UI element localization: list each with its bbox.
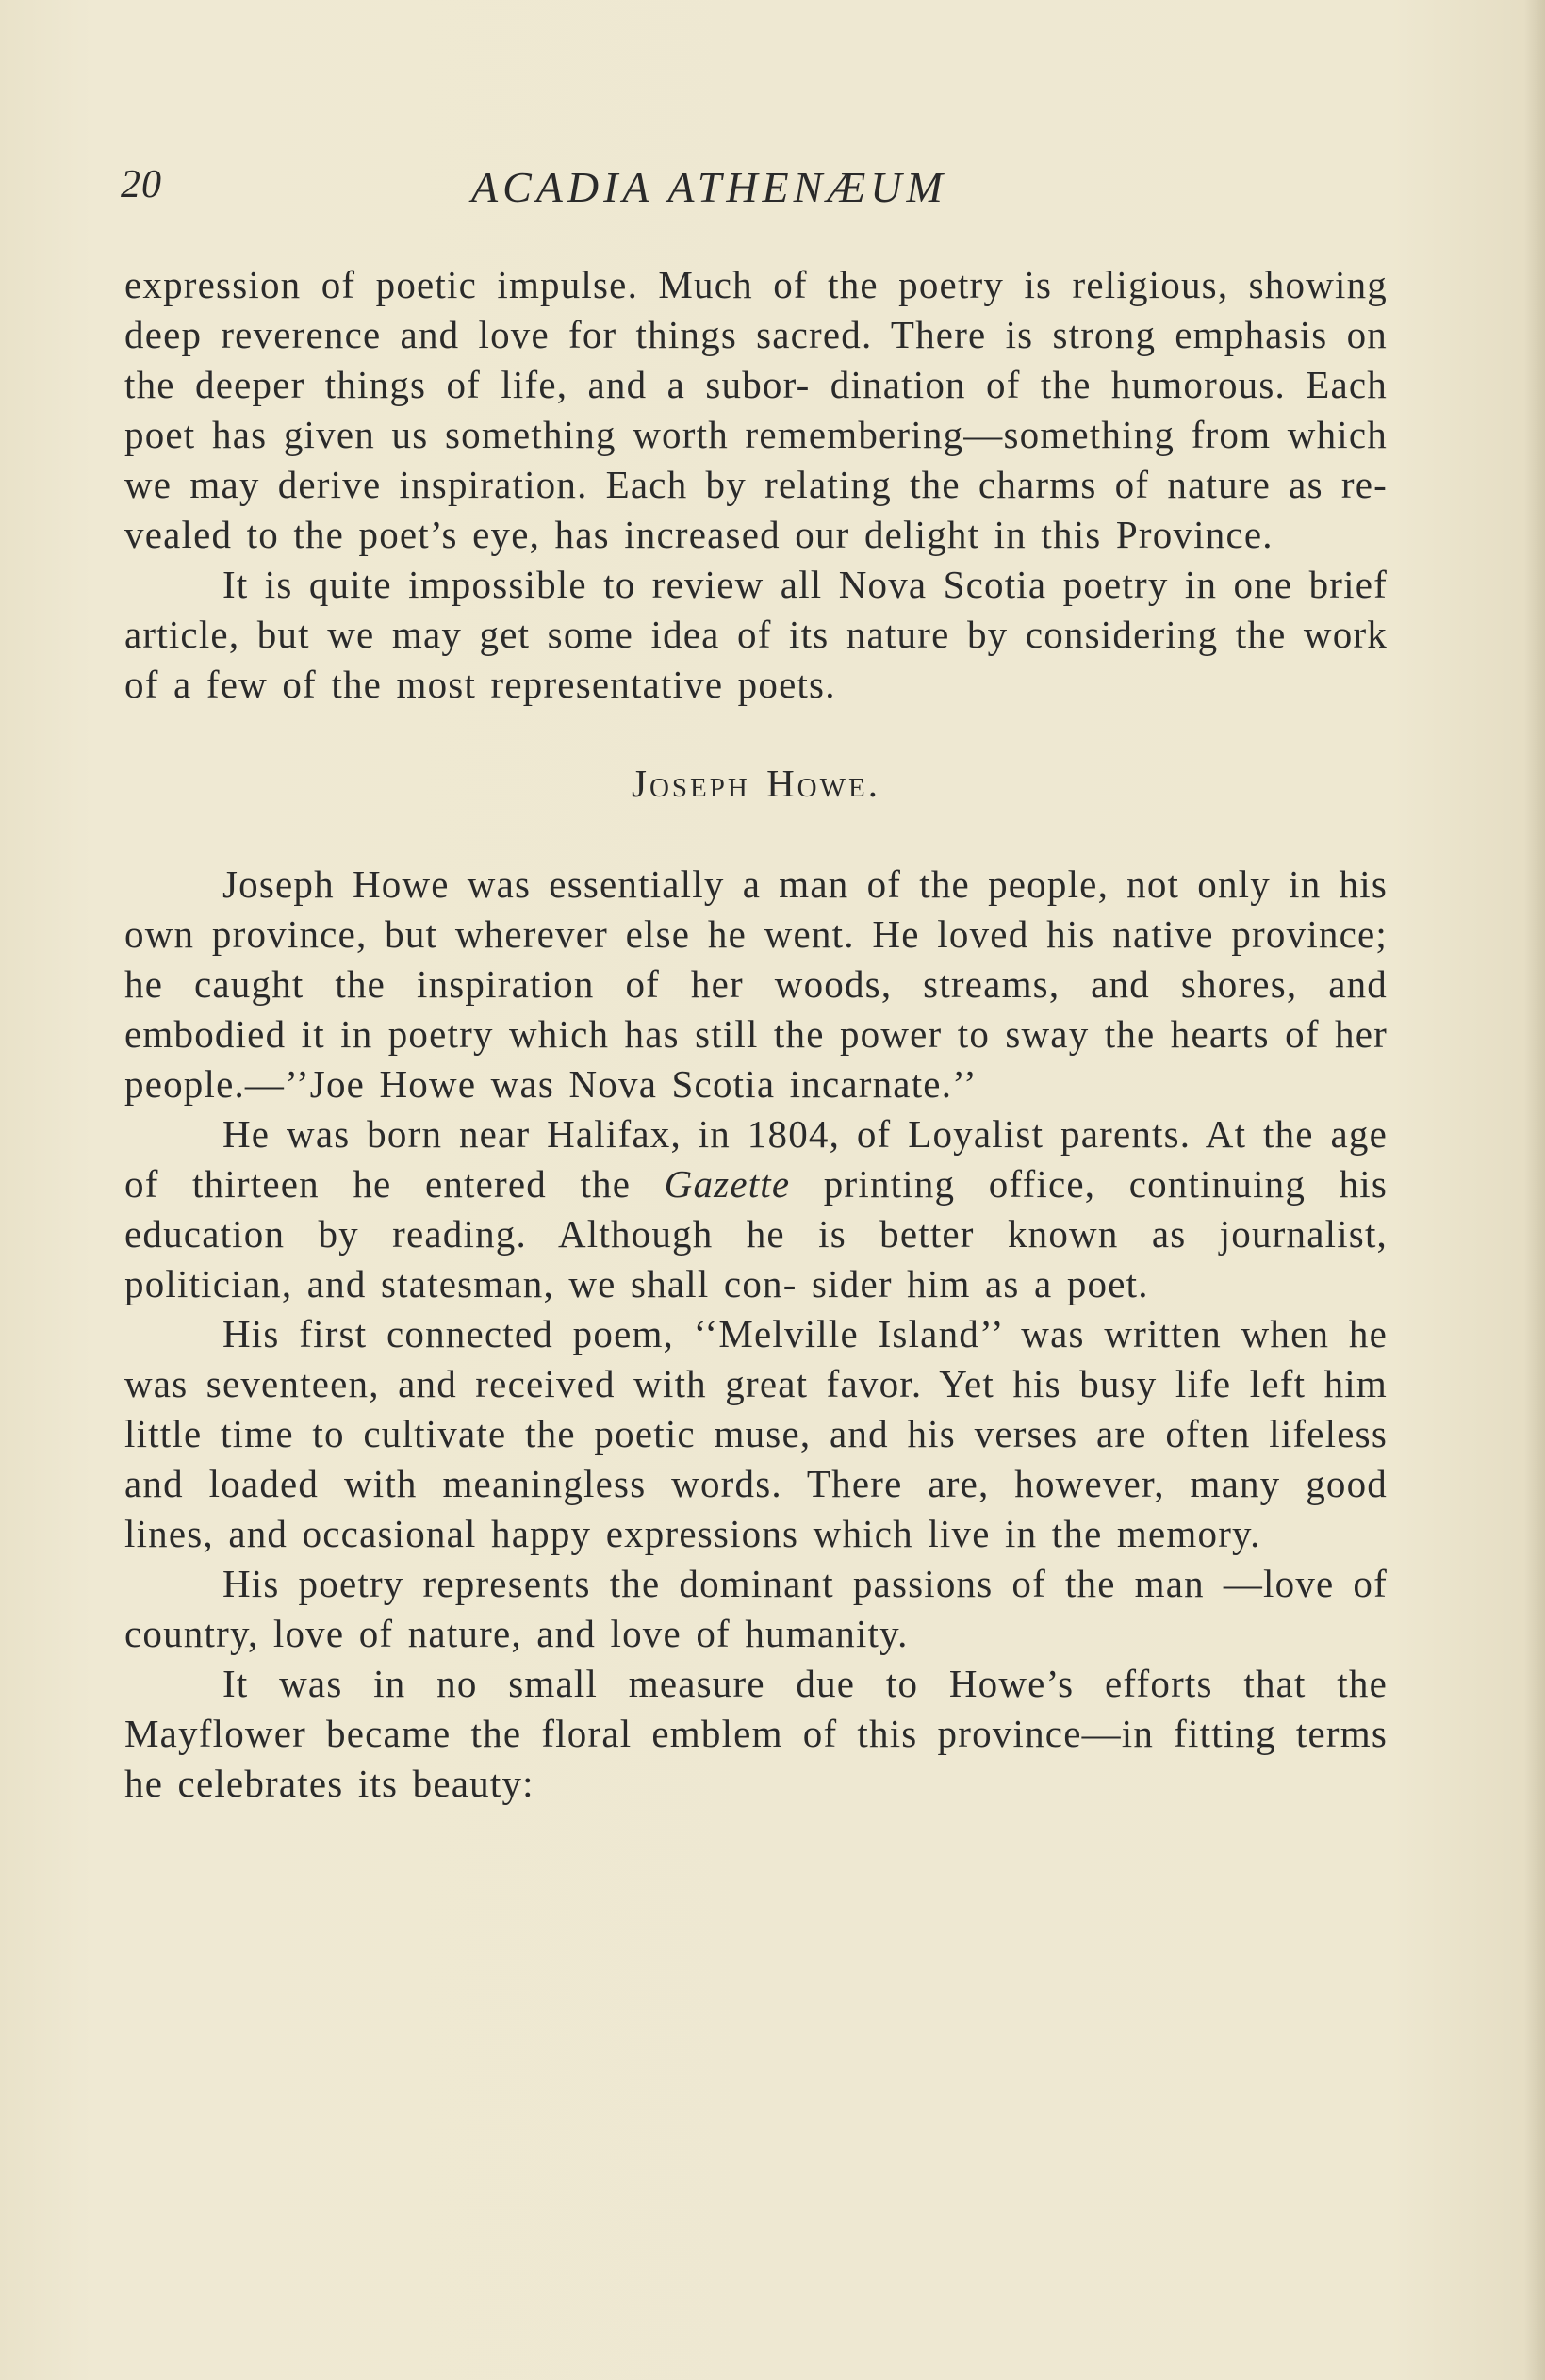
body-text bbox=[124, 260, 1388, 1809]
paragraph-continued: expression of poetic impulse. Much of the poetry is religious, showing deep reverence and love for things sacred. There is strong emphasis on the deeper things of life, and a subor- dination of the humorous. Each poet has given us something worth remembering—something from which we may derive inspiration. Each by relating the charms of nature as re- vealed to the poet’s eye, has increased our delight in this Province. bbox=[124, 263, 1388, 556]
page-number: 20 bbox=[121, 163, 162, 206]
paragraph-text: printing office, continuing his education by reading. Although he is better known as journalist, politician, and statesman, we shall con- sider him as a poet. bbox=[124, 1162, 1389, 1305]
paragraph: It was in no small measure due to Howe’s efforts that the Mayflower became the floral emblem of this province—in fitting terms he celebrates its beauty: bbox=[124, 1662, 1388, 1805]
paragraph-text: He was born near Halifax, in 1804, of Loyalist parents. At the age of thirteen he entered the bbox=[124, 1112, 1388, 1206]
paragraph: Joseph Howe was essentially a man of the people, not only in his own province, but wherever else he went. He loved his native province; he caught the inspiration of her woods, streams, and shores, and embodied it in poetry which has still the power to sway the hearts of her people.—’’Joe Howe was Nova Scotia incarnate.’’ bbox=[124, 862, 1388, 1106]
page-header bbox=[121, 162, 1384, 219]
newspaper-title: Gazette bbox=[664, 1162, 791, 1206]
running-title: ACADIA ATHENÆUM bbox=[471, 163, 947, 211]
paragraph bbox=[124, 1109, 1388, 1309]
paragraph: His first connected poem, ‘‘Melville Island’’ was written when he was seventeen, and received with great favor. Yet his busy life left him little time to cultivate the poetic muse, and his verses are often lifeless and loaded with meaningless words. There are, however, many good lines, and occasional happy expressions which live in the memory. bbox=[124, 1312, 1388, 1555]
section-heading-text: Joseph Howe. bbox=[632, 762, 880, 805]
page-edge-shadow bbox=[1524, 0, 1545, 2380]
section-heading bbox=[124, 759, 1388, 809]
paragraph: His poetry represents the dominant passions of the man —love of country, love of nature, and love of humanity. bbox=[124, 1562, 1388, 1655]
paragraph: It is quite impossible to review all Nova Scotia poetry in one brief article, but we may get some idea of its nature by considering the work of a few of the most representative poets. bbox=[124, 563, 1388, 706]
